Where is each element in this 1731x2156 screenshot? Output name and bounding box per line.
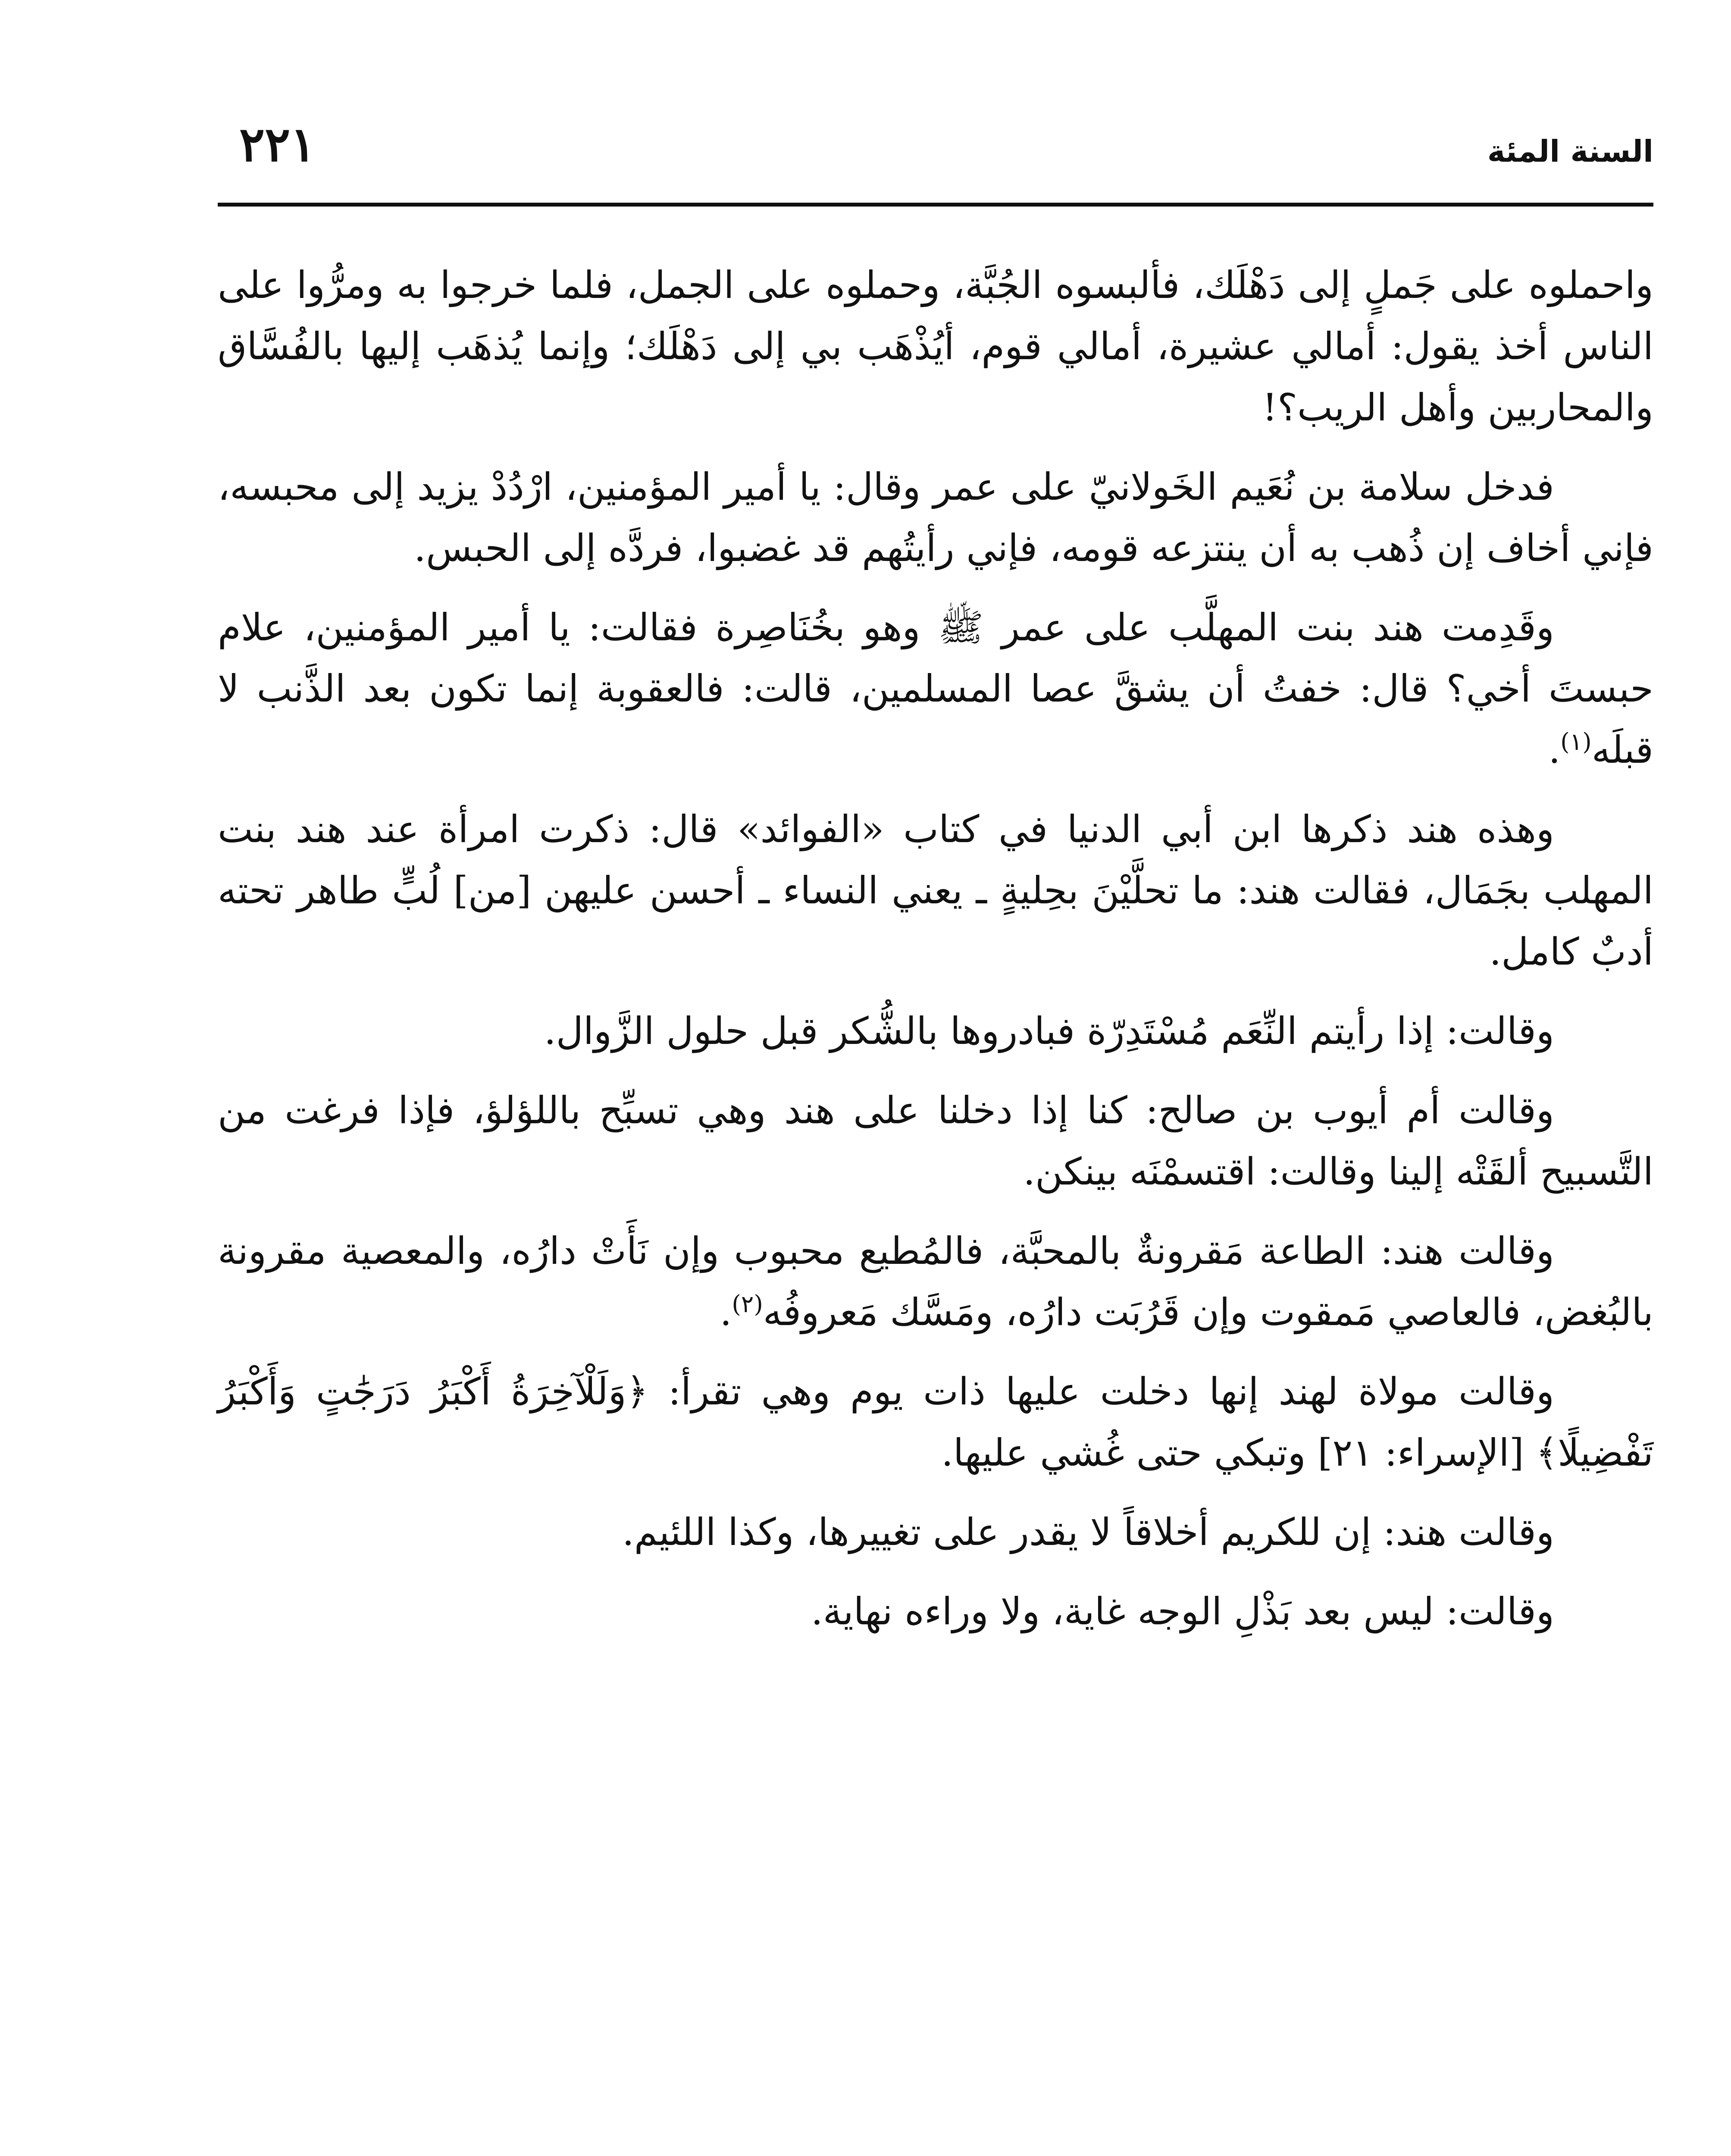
header-rule [218, 203, 1653, 207]
paragraph-3-text: وقَدِمت هند بنت المهلَّب على عمر ﷺ وهو بخُنَاصِرة فقالت: يا أمير المؤمنين، علام حبستَ أخي؟ قال: خفتُ أن يشقَّ عصا المسلمين، قالت: فالعقوبة إنما تكون بعد الذَّنب لا قبلَه [218, 605, 1653, 772]
paragraph-6-text: وقالت أم أيوب بن صالح: كنا إذا دخلنا على هند وهي تسبِّح باللؤلؤ، فإذا فرغت من التَّسبيح ألقَتْه إلينا وقالت: اقتسمْنَه بينكن. [218, 1088, 1653, 1194]
paragraph-2-text: فدخل سلامة بن نُعَيم الخَولانيّ على عمر وقال: يا أمير المؤمنين، ارْدُدْ يزيد إلى محبسه، فإني أخاف إن ذُهب به أن ينتزعه قومه، فإني رأيتُهم قد غضبوا، فردَّه إلى الحبس. [218, 465, 1653, 570]
paragraph-10-text: وقالت: ليس بعد بَذْلِ الوجه غاية، ولا وراءه نهاية. [811, 1589, 1554, 1633]
running-title: السنة المئة [1487, 134, 1653, 169]
footnote-ref-2[interactable]: (٢) [732, 1290, 763, 1318]
paragraph-9 [218, 1501, 1653, 1563]
main-text [218, 254, 1653, 1660]
page-number: ٢٢١ [239, 116, 316, 172]
page-header [218, 108, 1653, 198]
paragraph-5 [218, 1000, 1653, 1062]
paragraph-5-text: وقالت: إذا رأيتم النِّعَم مُسْتَدِرّة فبادروها بالشُّكر قبل حلول الزَّوال. [544, 1009, 1554, 1053]
paragraph-2 [218, 456, 1653, 579]
paragraph-3-end: . [1548, 728, 1561, 772]
paragraph-4 [218, 799, 1653, 982]
paragraph-3 [218, 597, 1653, 780]
paragraph-6 [218, 1080, 1653, 1202]
paragraph-7-text: وقالت هند: الطاعة مَقرونةٌ بالمحبَّة، فالمُطيع محبوب وإن نَأَتْ دارُه، والمعصية مقرونة بالبُغض، فالعاصي مَمقوت وإن قَرُبَت دارُه، ومَسَّك مَعروفُه [218, 1229, 1653, 1334]
footnote-ref-1[interactable]: (١) [1560, 728, 1592, 755]
paragraph-10 [218, 1581, 1653, 1642]
paragraph-9-text: وقالت هند: إن للكريم أخلاقاً لا يقدر على تغييرها، وكذا اللئيم. [622, 1510, 1554, 1554]
paragraph-8 [218, 1361, 1653, 1483]
paragraph-4-text: وهذه هند ذكرها ابن أبي الدنيا في كتاب «الفوائد» قال: ذكرت امرأة عند هند بنت المهلب بجَمَال، فقالت هند: ما تحلَّيْنَ بحِليةٍ ـ يعني النساء ـ أحسن عليهن [من] لُبٍّ طاهر تحته أدبٌ كامل. [218, 807, 1653, 974]
paragraph-7-end: . [720, 1290, 732, 1334]
paragraph-8-text: وقالت مولاة لهند إنها دخلت عليها ذات يوم وهي تقرأ: ﴿وَلَلْآخِرَةُ أَكْبَرُ دَرَجَٰتٍ وَأَكْبَرُ تَفْضِيلًا﴾ [الإسراء: ٢١] وتبكي حتى غُشي عليها. [218, 1369, 1653, 1475]
paragraph-7 [218, 1220, 1653, 1343]
paragraph-1 [218, 254, 1653, 438]
paragraph-1-text: واحملوه على جَملٍ إلى دَهْلَك، فألبسوه الجُبَّة، وحملوه على الجمل، فلما خرجوا به ومرُّوا على الناس أخذ يقول: أمالي عشيرة، أمالي قوم، أيُذْهَب بي إلى دَهْلَك؛ وإنما يُذهَب إليها بالفُسَّاق والمحاربين وأهل الريب؟! [218, 263, 1653, 429]
